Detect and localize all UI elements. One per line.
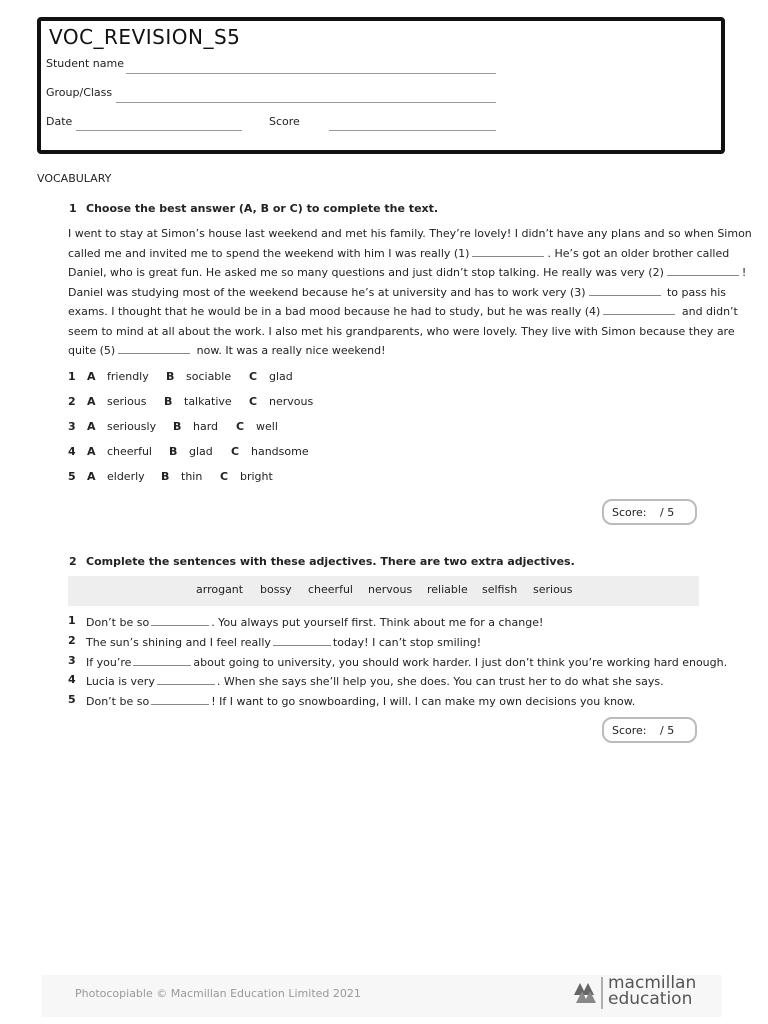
option-letter: A <box>87 420 96 433</box>
sentence-text: about going to university, you should work harder. I just don’t think you’re working hard enough. <box>193 656 728 669</box>
option-a[interactable]: seriously <box>107 420 157 433</box>
adjective-word: cheerful <box>308 583 353 596</box>
option-a[interactable]: friendly <box>107 370 149 383</box>
option-a[interactable]: cheerful <box>107 445 152 458</box>
adjective-word: nervous <box>368 583 413 596</box>
q1-passage <box>68 224 752 361</box>
passage-line <box>68 302 738 322</box>
option-number: 4 <box>68 445 76 458</box>
option-number: 1 <box>68 370 76 383</box>
score-total: / 5 <box>660 506 675 519</box>
macmillan-logo <box>572 973 702 1017</box>
sentence-number: 1 <box>68 614 76 627</box>
q2-instruction <box>69 555 575 568</box>
option-b[interactable]: talkative <box>184 395 232 408</box>
option-b[interactable]: sociable <box>186 370 232 383</box>
student-info-box <box>37 17 725 154</box>
option-b[interactable]: hard <box>193 420 219 433</box>
score-total: / 5 <box>660 724 675 737</box>
sentence-text: The sun’s shining and I feel really <box>86 636 271 649</box>
score-label: Score <box>269 115 300 128</box>
score-label: Score: <box>612 506 647 519</box>
score-label: Score: <box>612 724 647 737</box>
passage-text: seem to mind at all about the work. I also met his grandparents, who were lovely. They live with Simon because they are <box>68 324 735 338</box>
passage-line <box>68 244 730 264</box>
sentence-text: . When she says she’ll help you, she does. You can trust her to do what she says. <box>216 675 664 688</box>
option-letter: A <box>87 370 96 383</box>
q1-score-box <box>602 499 697 525</box>
option-b[interactable]: thin <box>181 470 203 483</box>
gap-2[interactable] <box>667 264 739 276</box>
passage-line <box>68 263 747 283</box>
adjective-word: selfish <box>482 583 518 596</box>
sentence-gap[interactable] <box>157 673 215 685</box>
sentence-gap[interactable] <box>151 693 209 705</box>
passage-text: exams. I thought that he would be in a bad mood because he had to study, but he was really (4) <box>68 305 601 318</box>
option-letter: C <box>236 420 245 433</box>
worksheet-title: VOC_REVISION_S5 <box>49 25 241 49</box>
adjective-bank <box>68 576 699 606</box>
sentence-number: 2 <box>68 634 76 647</box>
sentence-gap[interactable] <box>133 654 191 666</box>
passage-line <box>68 283 726 303</box>
passage-line <box>68 322 735 342</box>
logo-text-1: macmillan <box>608 973 697 993</box>
passage-text: and didn’t <box>678 305 738 318</box>
sentence-text: Don’t be so <box>86 616 150 629</box>
option-c[interactable]: bright <box>240 470 273 483</box>
option-letter: A <box>87 395 96 408</box>
sentence-text: today! I can’t stop smiling! <box>332 636 482 649</box>
student-name-field[interactable] <box>126 73 496 74</box>
option-a[interactable]: serious <box>107 395 147 408</box>
sentence-number: 3 <box>68 654 76 667</box>
adjective-word: serious <box>533 583 573 596</box>
option-number: 5 <box>68 470 76 483</box>
option-letter: A <box>87 470 96 483</box>
passage-text: Daniel was studying most of the weekend because he’s at university and has to work very (3) <box>68 285 586 299</box>
option-number: 2 <box>68 395 76 408</box>
sentence-gap[interactable] <box>273 634 331 646</box>
group-class-label: Group/Class <box>46 86 113 99</box>
sentence-number: 4 <box>68 673 76 686</box>
option-letter: B <box>166 370 175 383</box>
q1-instruction-text: Choose the best answer (A, B or C) to complete the text. <box>86 202 439 215</box>
q2-score-box <box>602 717 697 743</box>
logo-text-2: education <box>608 989 693 1009</box>
copyright-notice: Photocopiable © Macmillan Education Limited 2021 <box>75 987 361 1000</box>
group-class-field[interactable] <box>116 102 496 103</box>
date-label: Date <box>46 115 73 128</box>
option-b[interactable]: glad <box>189 445 213 458</box>
sentence-text: If you’re <box>86 656 132 669</box>
passage-text: called me and invited me to spend the weekend with him I was really (1) <box>68 246 470 260</box>
adjective-word: arrogant <box>196 583 244 596</box>
option-letter: A <box>87 445 96 458</box>
adjective-word: reliable <box>427 583 468 596</box>
sentence-number: 5 <box>68 693 76 706</box>
option-c[interactable]: well <box>256 420 278 433</box>
q2-instruction-text: Complete the sentences with these adjectives. There are two extra adjectives. <box>86 555 575 568</box>
section-heading: VOCABULARY <box>37 172 112 185</box>
option-c[interactable]: handsome <box>251 445 309 458</box>
sentence-text: Lucia is very <box>86 675 155 688</box>
q1-number: 1 <box>69 202 77 215</box>
q1-instruction <box>69 202 438 215</box>
option-letter: C <box>249 370 258 383</box>
q2-number: 2 <box>69 555 77 568</box>
option-a[interactable]: elderly <box>107 470 145 483</box>
option-number: 3 <box>68 420 76 433</box>
option-letter: B <box>164 395 173 408</box>
gap-5[interactable] <box>118 342 190 354</box>
passage-text: ! <box>741 266 747 279</box>
passage-text: now. It was a really nice weekend! <box>193 344 386 357</box>
option-letter: C <box>220 470 229 483</box>
sentence-text: . You always put yourself first. Think about me for a change! <box>211 616 544 629</box>
passage-text: I went to stay at Simon’s house last weekend and met his family. They’re lovely! I didn’t have any plans and so when Simon <box>68 227 752 240</box>
passage-text: Daniel, who is great fun. He asked me so many questions and just didn’t stop talking. He really was very (2) <box>68 266 664 279</box>
option-letter: C <box>231 445 240 458</box>
gap-3[interactable] <box>589 284 661 296</box>
score-field[interactable] <box>329 130 496 131</box>
passage-text: quite (5) <box>68 344 116 357</box>
passage-line <box>68 224 752 244</box>
sentence-text: Don’t be so <box>86 695 150 708</box>
date-field[interactable] <box>76 130 242 131</box>
sentence-gap[interactable] <box>151 614 209 626</box>
option-c[interactable]: nervous <box>269 395 314 408</box>
passage-text: . He’s got an older brother called <box>547 246 730 260</box>
option-letter: B <box>161 470 170 483</box>
sentence-text: ! If I want to go snowboarding, I will. I can make my own decisions you know. <box>211 695 636 708</box>
option-letter: B <box>169 445 178 458</box>
gap-4[interactable] <box>603 303 675 315</box>
option-letter: C <box>249 395 258 408</box>
option-letter: B <box>173 420 182 433</box>
option-c[interactable]: glad <box>269 370 293 383</box>
gap-1[interactable] <box>472 245 544 257</box>
passage-line <box>68 341 702 361</box>
student-name-label: Student name <box>46 57 124 70</box>
passage-text: to pass his <box>663 285 726 299</box>
adjective-word: bossy <box>260 583 292 596</box>
